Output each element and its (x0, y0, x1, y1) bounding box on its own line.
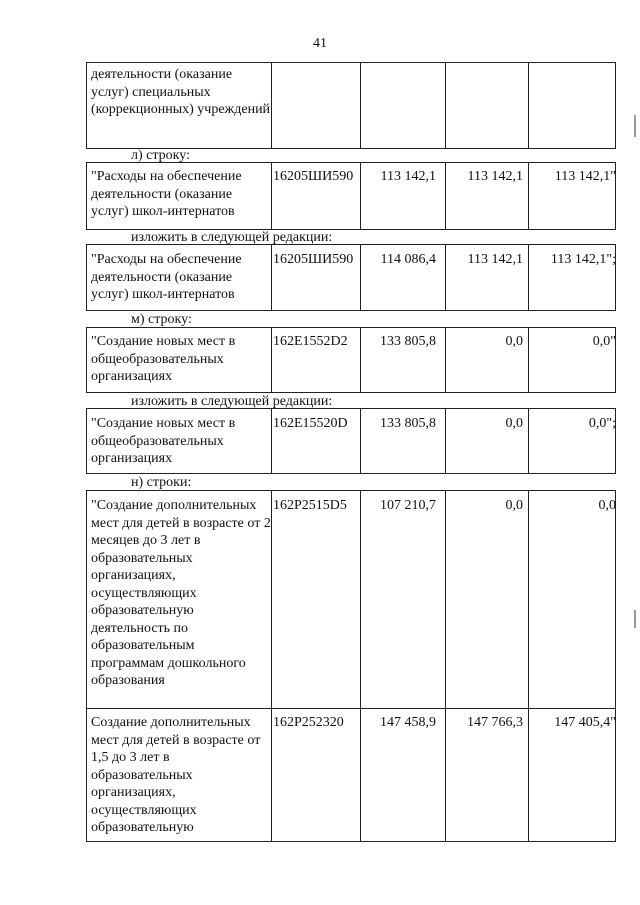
row-value-2: 113 142,1 (467, 169, 523, 184)
row-description: "Создание дополнительных мест для детей в возрасте от 2 месяцев до 3 лет в образовательных организациях, осуществляющих образовательную деятельность по образовательным программам дошкольного образования (91, 498, 271, 688)
column-divider (271, 408, 272, 474)
row-value-1: 147 458,9 (380, 715, 436, 730)
section-label-l: л) строку: (131, 148, 190, 163)
column-divider (360, 408, 361, 474)
column-divider (360, 490, 361, 842)
column-divider (360, 327, 361, 393)
row-value-3: 113 142,1"; (550, 252, 616, 267)
row-description: деятельности (оказание услуг) специальных (коррекционных) учреждений (91, 67, 271, 117)
column-divider (271, 327, 272, 393)
row-value-2: 0,0 (505, 498, 523, 513)
column-divider (445, 490, 446, 842)
row-value-2: 147 766,3 (467, 715, 523, 730)
column-divider (528, 408, 529, 474)
row-value-1: 133 805,8 (380, 416, 436, 431)
column-divider (528, 62, 529, 149)
row-description: "Создание новых мест в общеобразовательных организациях (91, 416, 236, 466)
row-value-2: 0,0 (505, 416, 523, 431)
column-divider (271, 162, 272, 230)
row-value-1: 113 142,1 (380, 169, 436, 184)
row-code: 16205ШИ590 (273, 252, 354, 267)
column-divider (271, 62, 272, 149)
section-label-m-new: изложить в следующей редакции: (131, 394, 333, 409)
column-divider (445, 162, 446, 230)
column-divider (271, 490, 272, 842)
column-divider (360, 244, 361, 311)
row-description: "Расходы на обеспечение деятельности (оказание услуг) школ-интернатов (91, 252, 242, 302)
row-value-2: 113 142,1 (467, 252, 523, 267)
column-divider (445, 62, 446, 149)
row-value-3: 147 405,4" (554, 715, 616, 730)
row-value-1: 114 086,4 (380, 252, 436, 267)
scan-edge-mark (634, 115, 636, 137)
row-code: 162P2515D5 (273, 498, 347, 513)
column-divider (528, 327, 529, 393)
scan-edge-mark (634, 610, 636, 628)
column-divider (528, 490, 529, 842)
row-value-3: 0,0"; (588, 416, 616, 431)
row-code: 162P252320 (273, 715, 344, 730)
section-label-n: н) строки: (131, 475, 192, 490)
row-description: Создание дополнительных мест для детей в возрасте от 1,5 до 3 лет в образовательных организациях, осуществляющих образовательную (91, 715, 261, 835)
row-description: "Расходы на обеспечение деятельности (оказание услуг) школ-интернатов (91, 169, 242, 219)
row-description: "Создание новых мест в общеобразовательных организациях (91, 334, 236, 384)
column-divider (528, 162, 529, 230)
row-value-1: 133 805,8 (380, 334, 436, 349)
section-label-m: м) строку: (131, 312, 192, 327)
row-value-3: 0,0 (598, 498, 616, 513)
row-value-2: 0,0 (505, 334, 523, 349)
column-divider (360, 162, 361, 230)
row-code: 162E15520D (273, 416, 348, 431)
row-separator (86, 708, 616, 709)
column-divider (360, 62, 361, 149)
row-value-1: 107 210,7 (380, 498, 436, 513)
column-divider (445, 244, 446, 311)
column-divider (445, 327, 446, 393)
column-divider (528, 244, 529, 311)
section-label-l-new: изложить в следующей редакции: (131, 230, 333, 245)
page-number: 41 (313, 36, 327, 51)
row-code: 162E1552D2 (273, 334, 348, 349)
column-divider (445, 408, 446, 474)
row-code: 16205ШИ590 (273, 169, 354, 184)
column-divider (271, 244, 272, 311)
row-value-3: 0,0" (592, 334, 616, 349)
row-value-3: 113 142,1" (554, 169, 616, 184)
